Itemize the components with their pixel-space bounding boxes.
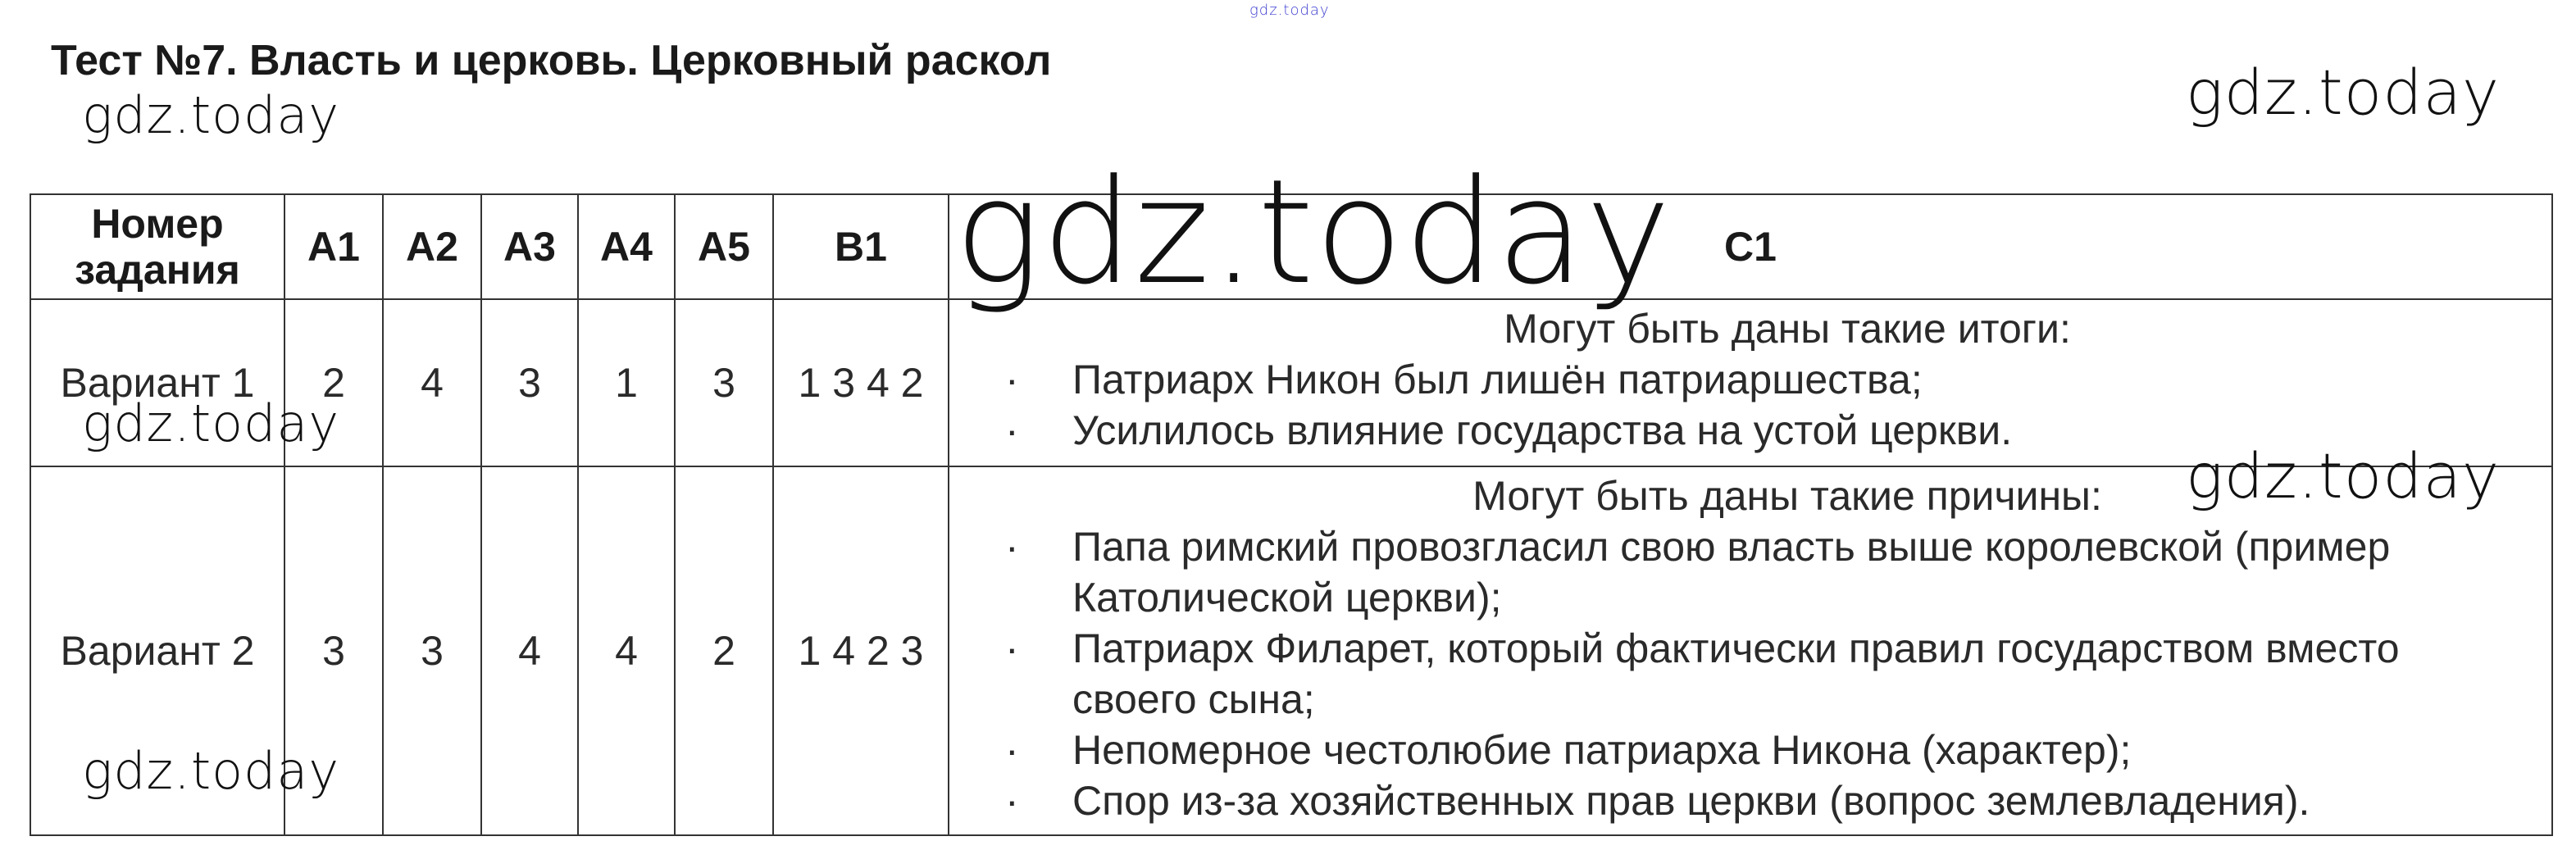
answer-a1: 3: [284, 466, 383, 835]
watermark: gdz.today: [82, 393, 340, 453]
list-item: [982, 725, 2527, 775]
variant-label: Вариант 2: [30, 466, 284, 835]
bullet-icon: ·: [1005, 778, 1019, 824]
answer-a4: 4: [578, 466, 675, 835]
bullet-icon: ·: [1005, 357, 1019, 402]
list-item: [982, 775, 2527, 826]
watermark: gdz.today: [82, 741, 340, 801]
list-item: [982, 623, 2527, 725]
table-row: [30, 299, 2552, 466]
header-a1: А1: [284, 194, 383, 299]
list-item-text: Патриарх Филарет, который фактически правил государством вместо своего сына;: [1072, 625, 2400, 722]
bullet-icon: ·: [1005, 407, 1019, 453]
answer-a5: 3: [675, 299, 773, 466]
answer-a3: 4: [481, 466, 578, 835]
answer-a2: 4: [383, 299, 481, 466]
c1-intro: Могут быть даны такие причины:: [1472, 473, 2102, 519]
list-item: [982, 354, 2527, 405]
bullet-icon: ·: [1005, 524, 1019, 570]
page-title: Тест №7. Власть и церковь. Церковный раскол: [51, 37, 1052, 84]
list-item-text: Папа римский провозгласил свою власть выше королевской (пример Католической церкви);: [1072, 524, 2391, 621]
watermark-small: gdz.today: [1249, 2, 1330, 19]
header-task-number: Номер задания: [30, 194, 284, 299]
list-item-text: Спор из-за хозяйственных прав церкви (вопрос землевладения).: [1072, 778, 2310, 824]
answer-a1: 2: [284, 299, 383, 466]
header-b1: В1: [773, 194, 949, 299]
answer-a2: 3: [383, 466, 481, 835]
header-c1: С1: [949, 194, 2552, 299]
table-row: [30, 466, 2552, 835]
answer-a3: 3: [481, 299, 578, 466]
header-a4: А4: [578, 194, 675, 299]
bullet-icon: ·: [1005, 625, 1019, 671]
watermark: gdz.today: [2186, 439, 2500, 512]
header-a5: А5: [675, 194, 773, 299]
c1-intro: Могут быть даны такие итоги:: [1504, 306, 2071, 352]
answer-a4: 1: [578, 299, 675, 466]
header-a2: А2: [383, 194, 481, 299]
list-item: [982, 521, 2527, 623]
answer-b1: 1 4 2 3: [773, 466, 949, 835]
answer-a5: 2: [675, 466, 773, 835]
watermark: gdz.today: [82, 85, 340, 145]
list-item-text: Усилилось влияние государства на устой церкви.: [1072, 407, 2013, 453]
bullet-icon: ·: [1005, 727, 1019, 773]
list-item-text: Непомерное честолюбие патриарха Никона (характер);: [1072, 727, 2132, 773]
answer-c1: [949, 466, 2552, 835]
header-a3: А3: [481, 194, 578, 299]
watermark-large: gdz.today: [954, 148, 1673, 316]
variant-label: Вариант 1: [30, 299, 284, 466]
watermark: gdz.today: [2186, 56, 2500, 129]
answer-b1: 1 3 4 2: [773, 299, 949, 466]
c1-list: [982, 521, 2527, 826]
list-item-text: Патриарх Никон был лишён патриаршества;: [1072, 357, 1923, 402]
